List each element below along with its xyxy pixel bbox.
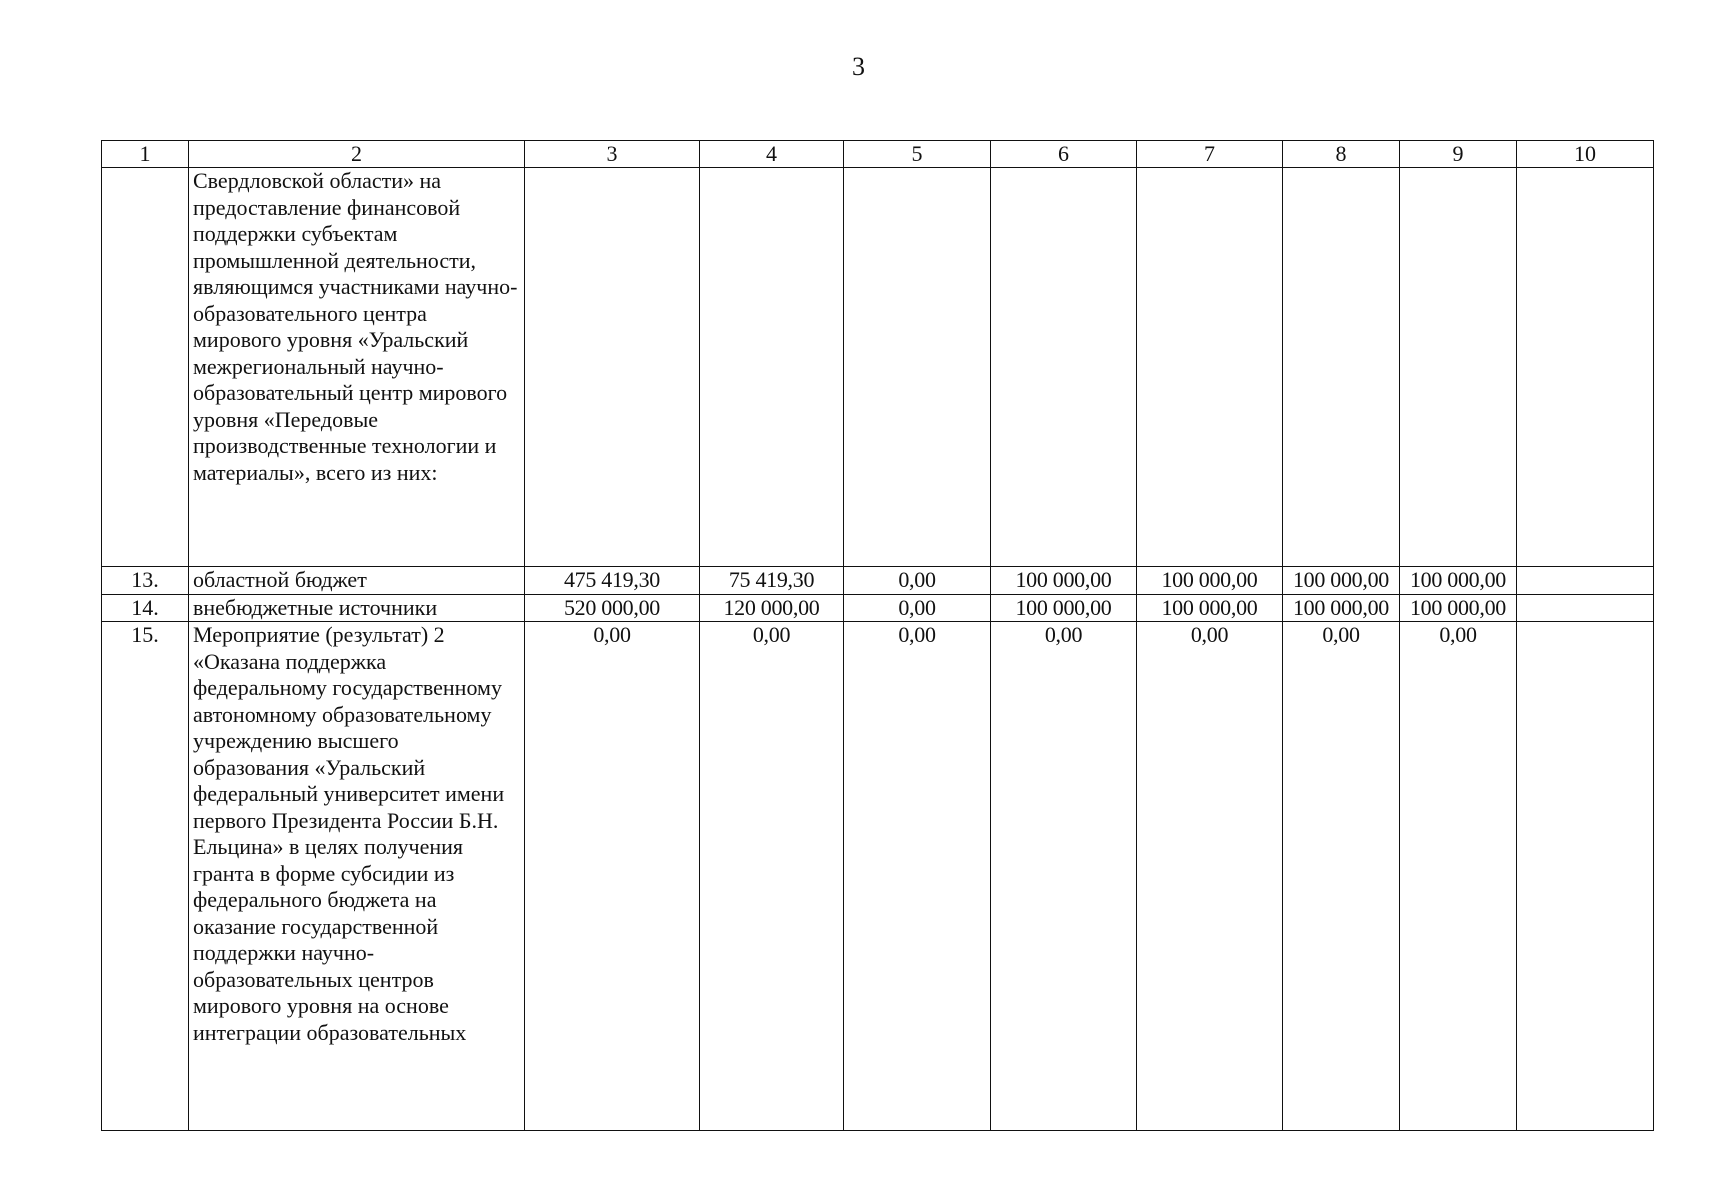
table-cell: [991, 168, 1137, 567]
table-cell: 520 000,00: [525, 594, 700, 622]
table-cell: 120 000,00: [700, 594, 844, 622]
table-cell: [1517, 622, 1654, 1131]
table-cell: [844, 168, 991, 567]
row-number: 13.: [102, 567, 189, 595]
row-number: [102, 168, 189, 567]
column-header: 4: [700, 141, 844, 168]
table-cell: 0,00: [1400, 622, 1517, 1131]
table-cell: 475 419,30: [525, 567, 700, 595]
table-cell: 0,00: [844, 567, 991, 595]
column-header: 10: [1517, 141, 1654, 168]
row-description: внебюджетные источники: [189, 594, 525, 622]
table-cell: 100 000,00: [1137, 594, 1283, 622]
column-header: 3: [525, 141, 700, 168]
column-header: 2: [189, 141, 525, 168]
table-cell: [1137, 168, 1283, 567]
table-cell: [1517, 567, 1654, 595]
page-number: 3: [852, 52, 865, 81]
column-header: 1: [102, 141, 189, 168]
column-header: 6: [991, 141, 1137, 168]
table-cell: 100 000,00: [1137, 567, 1283, 595]
table-cell: 100 000,00: [1400, 567, 1517, 595]
row-description: областной бюджет: [189, 567, 525, 595]
column-header: 5: [844, 141, 991, 168]
table-cell: 100 000,00: [991, 594, 1137, 622]
table-cell: 0,00: [1283, 622, 1400, 1131]
table-row: [102, 168, 1654, 567]
column-header: 8: [1283, 141, 1400, 168]
table-cell: [700, 168, 844, 567]
budget-table: [101, 140, 1654, 1131]
row-description: Мероприятие (результат) 2 «Оказана поддержка федеральному государственному автономному образовательному учреждению высшего образования «Уральский федеральный университет имени первого Президента России Б.Н. Ельцина» в целях получения гранта в форме субсидии из федерального бюджета на оказание государственной поддержки научно-образовательных центров мирового уровня на основе интеграции образовательных: [189, 622, 525, 1131]
table-row: [102, 594, 1654, 622]
table-cell: [525, 168, 700, 567]
table-cell: [1400, 168, 1517, 567]
table-cell: 100 000,00: [991, 567, 1137, 595]
table-cell: 0,00: [525, 622, 700, 1131]
table-cell: [1517, 168, 1654, 567]
table-cell: 100 000,00: [1283, 567, 1400, 595]
row-number: 14.: [102, 594, 189, 622]
table-cell: 100 000,00: [1400, 594, 1517, 622]
column-header: 9: [1400, 141, 1517, 168]
table-cell: 0,00: [991, 622, 1137, 1131]
table-row: [102, 567, 1654, 595]
table-cell: 0,00: [1137, 622, 1283, 1131]
table-cell: [1517, 594, 1654, 622]
table-header-row: [102, 141, 1654, 168]
table-cell: 100 000,00: [1283, 594, 1400, 622]
table-cell: 75 419,30: [700, 567, 844, 595]
column-header: 7: [1137, 141, 1283, 168]
table-cell: 0,00: [844, 594, 991, 622]
row-number: 15.: [102, 622, 189, 1131]
table-cell: 0,00: [700, 622, 844, 1131]
table-cell: [1283, 168, 1400, 567]
row-description: Свердловской области» на предоставление финансовой поддержки субъектам промышленной деятельности, являющимся участниками научно-образовательного центра мирового уровня «Уральский межрегиональный научно-образовательный центр мирового уровня «Передовые производственные технологии и материалы», всего из них:: [189, 168, 525, 567]
table-row: [102, 622, 1654, 1131]
table-cell: 0,00: [844, 622, 991, 1131]
